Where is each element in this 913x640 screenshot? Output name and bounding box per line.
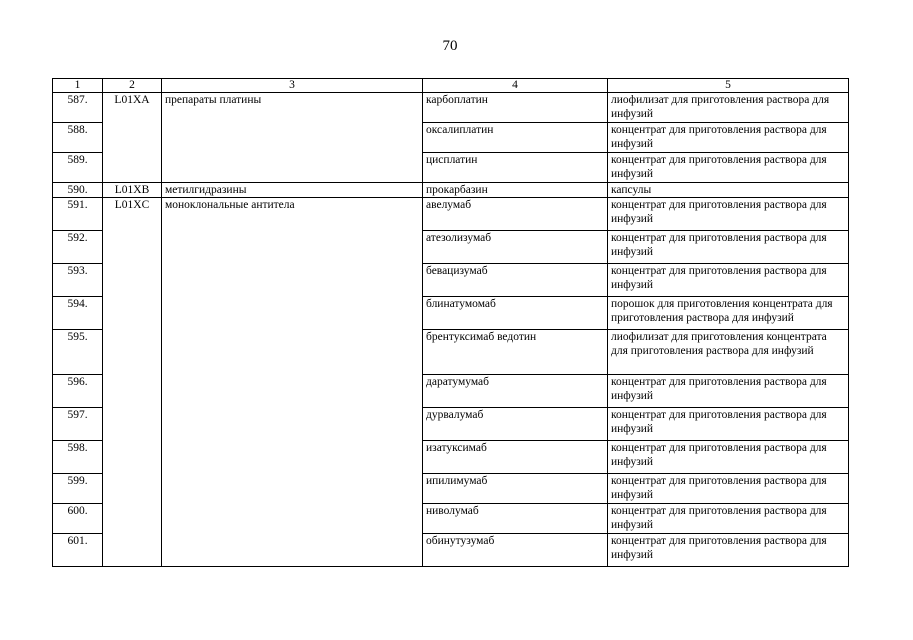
drug-name: бевацизумаб — [423, 264, 608, 297]
dosage-form: капсулы — [608, 183, 849, 198]
atc-code: L01XA — [103, 93, 162, 183]
pharmacological-group: моноклональные антитела — [162, 198, 423, 567]
drug-name: блинатумомаб — [423, 297, 608, 330]
dosage-form: концентрат для приготовления раствора для инфузий — [608, 264, 849, 297]
row-number: 599. — [53, 474, 103, 504]
drug-name: обинутузумаб — [423, 534, 608, 567]
table-row — [53, 93, 849, 123]
dosage-form: концентрат для приготовления раствора для инфузий — [608, 441, 849, 474]
atc-code: L01XB — [103, 183, 162, 198]
dosage-form: концентрат для приготовления раствора для инфузий — [608, 534, 849, 567]
table-row — [53, 198, 849, 231]
drug-name: даратумумаб — [423, 375, 608, 408]
header-col-3: 3 — [162, 79, 423, 93]
drug-name: дурвалумаб — [423, 408, 608, 441]
drug-table — [52, 78, 849, 567]
dosage-form: концентрат для приготовления раствора для инфузий — [608, 123, 849, 153]
row-number: 587. — [53, 93, 103, 123]
drug-name: ниволумаб — [423, 504, 608, 534]
header-col-1: 1 — [53, 79, 103, 93]
drug-name: брентуксимаб ведотин — [423, 330, 608, 375]
page-number: 70 — [442, 38, 458, 54]
row-number: 596. — [53, 375, 103, 408]
dosage-form: концентрат для приготовления раствора для инфузий — [608, 474, 849, 504]
drug-name: изатуксимаб — [423, 441, 608, 474]
dosage-form: концентрат для приготовления раствора для инфузий — [608, 408, 849, 441]
row-number: 594. — [53, 297, 103, 330]
row-number: 588. — [53, 123, 103, 153]
dosage-form: концентрат для приготовления раствора для инфузий — [608, 504, 849, 534]
atc-code: L01XC — [103, 198, 162, 567]
header-col-2: 2 — [103, 79, 162, 93]
drug-name: авелумаб — [423, 198, 608, 231]
row-number: 591. — [53, 198, 103, 231]
header-row — [53, 79, 849, 93]
dosage-form: порошок для приготовления концентрата для приготовления раствора для инфузий — [608, 297, 849, 330]
row-number: 598. — [53, 441, 103, 474]
drug-name: карбоплатин — [423, 93, 608, 123]
row-number: 595. — [53, 330, 103, 375]
dosage-form: концентрат для приготовления раствора для инфузий — [608, 375, 849, 408]
row-number: 600. — [53, 504, 103, 534]
table-row — [53, 183, 849, 198]
dosage-form: концентрат для приготовления раствора для инфузий — [608, 231, 849, 264]
row-number: 593. — [53, 264, 103, 297]
header-col-5: 5 — [608, 79, 849, 93]
drug-name: оксалиплатин — [423, 123, 608, 153]
row-number: 590. — [53, 183, 103, 198]
drug-name: цисплатин — [423, 153, 608, 183]
dosage-form: концентрат для приготовления раствора для инфузий — [608, 153, 849, 183]
row-number: 597. — [53, 408, 103, 441]
row-number: 592. — [53, 231, 103, 264]
row-number: 589. — [53, 153, 103, 183]
row-number: 601. — [53, 534, 103, 567]
pharmacological-group: препараты платины — [162, 93, 423, 183]
drug-name: прокарбазин — [423, 183, 608, 198]
dosage-form: лиофилизат для приготовления концентрата для приготовления раствора для инфузий — [608, 330, 849, 375]
header-col-4: 4 — [423, 79, 608, 93]
pharmacological-group: метилгидразины — [162, 183, 423, 198]
drug-name: атезолизумаб — [423, 231, 608, 264]
dosage-form: концентрат для приготовления раствора для инфузий — [608, 198, 849, 231]
dosage-form: лиофилизат для приготовления раствора для инфузий — [608, 93, 849, 123]
drug-name: ипилимумаб — [423, 474, 608, 504]
